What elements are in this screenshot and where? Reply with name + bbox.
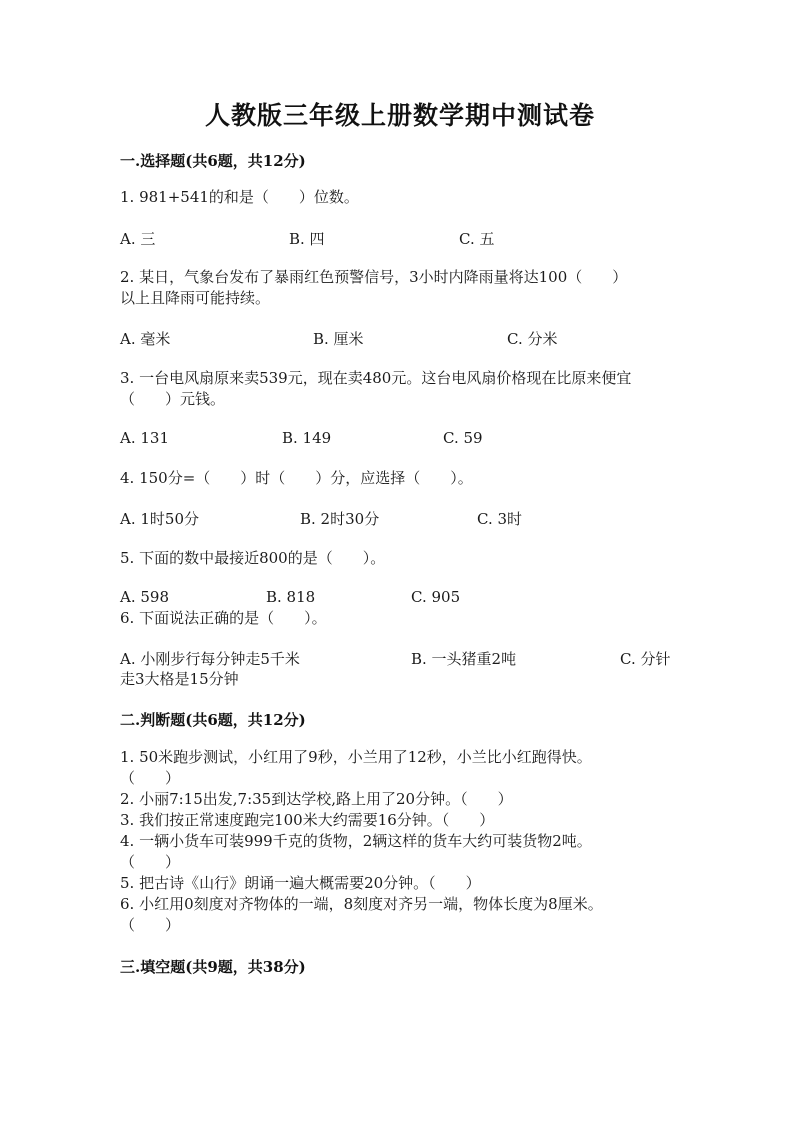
question-2-option-a: A. 毫米 <box>120 330 171 348</box>
question-1-option-b: B. 四 <box>289 230 325 248</box>
question-2-line-2: 以上且降雨可能持续。 <box>120 289 271 307</box>
question-5-option-b: B. 818 <box>266 588 316 606</box>
section-heading-judgement: 二.判断题(共6题，共12分) <box>120 711 306 729</box>
question-6-option-c: C. 分针 <box>620 650 671 668</box>
question-4-stem: 4. 150分=（ ）时（ ）分，应选择（ ）。 <box>120 469 473 487</box>
question-3-option-c: C. 59 <box>443 429 483 447</box>
question-4-option-a: A. 1时50分 <box>120 510 199 528</box>
question-1-stem: 1. 981+541的和是（ ）位数。 <box>120 188 359 206</box>
judgement-line: 1. 50米跑步测试，小红用了9秒，小兰用了12秒，小兰比小红跑得快。 <box>120 748 592 766</box>
question-2-option-c: C. 分米 <box>507 330 558 348</box>
question-5-stem: 5. 下面的数中最接近800的是（ ）。 <box>120 549 386 567</box>
question-1-option-c: C. 五 <box>459 230 495 248</box>
page-title: 人教版三年级上册数学期中测试卷 <box>204 101 595 130</box>
question-6-option-b: B. 一头猪重2吨 <box>411 650 517 668</box>
judgement-line: 5. 把古诗《山行》朗诵一遍大概需要20分钟。（ ） <box>120 874 481 892</box>
question-1-option-a: A. 三 <box>120 230 156 248</box>
question-2-line-1: 2. 某日，气象台发布了暴雨红色预警信号，3小时内降雨量将达100（ ） <box>120 268 628 286</box>
question-6-stem: 6. 下面说法正确的是（ ）。 <box>120 609 327 627</box>
judgement-line: 2. 小丽7:15出发,7:35到达学校,路上用了20分钟。（ ） <box>120 790 513 808</box>
judgement-line: （ ） <box>120 769 181 787</box>
question-3-line-1: 3. 一台电风扇原来卖539元，现在卖480元。这台电风扇价格现在比原来便宜 <box>120 369 632 387</box>
section-heading-fill-blank: 三.填空题(共9题，共38分) <box>120 958 306 976</box>
judgement-line: （ ） <box>120 916 181 934</box>
question-2-option-b: B. 厘米 <box>313 330 364 348</box>
section-heading-choice: 一.选择题(共6题，共12分) <box>120 152 306 170</box>
question-6-option-a: A. 小刚步行每分钟走5千米 <box>120 650 300 668</box>
question-3-option-a: A. 131 <box>120 429 169 447</box>
judgement-line: 3. 我们按正常速度跑完100米大约需要16分钟。（ ） <box>120 811 495 829</box>
question-4-option-b: B. 2时30分 <box>300 510 380 528</box>
question-3-line-2: （ ）元钱。 <box>120 390 226 408</box>
question-5-option-a: A. 598 <box>120 588 169 606</box>
judgement-line: 4. 一辆小货车可装999千克的货物，2辆这样的货车大约可装货物2吨。 <box>120 832 592 850</box>
question-6-option-c-continued: 走3大格是15分钟 <box>120 670 239 688</box>
judgement-line: 6. 小红用0刻度对齐物体的一端，8刻度对齐另一端，物体长度为8厘米。 <box>120 895 603 913</box>
question-4-option-c: C. 3时 <box>477 510 523 528</box>
question-3-option-b: B. 149 <box>282 429 332 447</box>
judgement-line: （ ） <box>120 853 181 871</box>
question-5-option-c: C. 905 <box>411 588 461 606</box>
